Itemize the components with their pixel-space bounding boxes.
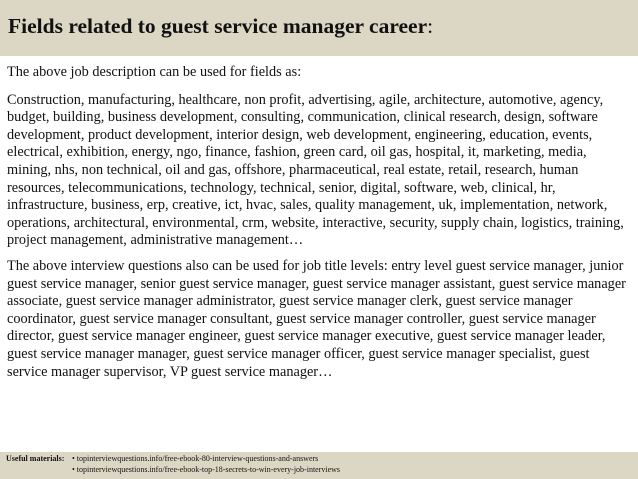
footer-bar [0, 452, 638, 479]
footer-label: Useful materials: [6, 454, 65, 463]
footer-link-ebook-80-questions[interactable]: • topinterviewquestions.info/free-ebook-80-interview-questions-and-answers [72, 454, 319, 463]
fields-paragraph: Construction, manufacturing, healthcare, non profit, advertising, agile, architecture, automotive, agency, budget, building, business development, consulting, communication, clinical research, design, software development, product development, interior design, web development, engineering, education, events, electrical, exhibition, energy, ngo, finance, fashion, green card, oil gas, hospital, it, marketing, media, mining, nhs, non technical, oil and gas, offshore, pharmaceutical, real estate, retail, research, human resources, telecommunications, technology, technical, senior, digital, software, web, clinical, hr, infrastructure, business, erp, creative, ict, hvac, sales, quality management, uk, implementation, network, operations, architectural, environmental, crm, website, interactive, security, supply chain, logistics, training, project management, administrative management… [7, 91, 624, 249]
title-colon: : [427, 14, 434, 38]
content-area [7, 64, 633, 389]
page-title: Fields related to guest service manager career [8, 14, 428, 38]
footer-links [72, 453, 340, 475]
footer-link-ebook-18-secrets[interactable]: • topinterviewquestions.info/free-ebook-top-18-secrets-to-win-every-job-interviews [72, 465, 341, 474]
title-bar [0, 0, 638, 56]
job-levels-paragraph: The above interview questions also can be used for job title levels: entry level guest service manager, junior guest service manager, senior guest service manager, guest service manager assistant, guest service manager associate, guest service manager administrator, guest service manager clerk, guest service manager coordinator, guest service manager consultant, guest service manager controller, guest service manager director, guest service manager engineer, guest service manager executive, guest service manager leader, guest service manager manager, guest service manager officer, guest service manager specialist, guest service manager supervisor, VP guest service manager… [7, 257, 626, 380]
intro-text: The above job description can be used for fields as: [7, 64, 302, 80]
